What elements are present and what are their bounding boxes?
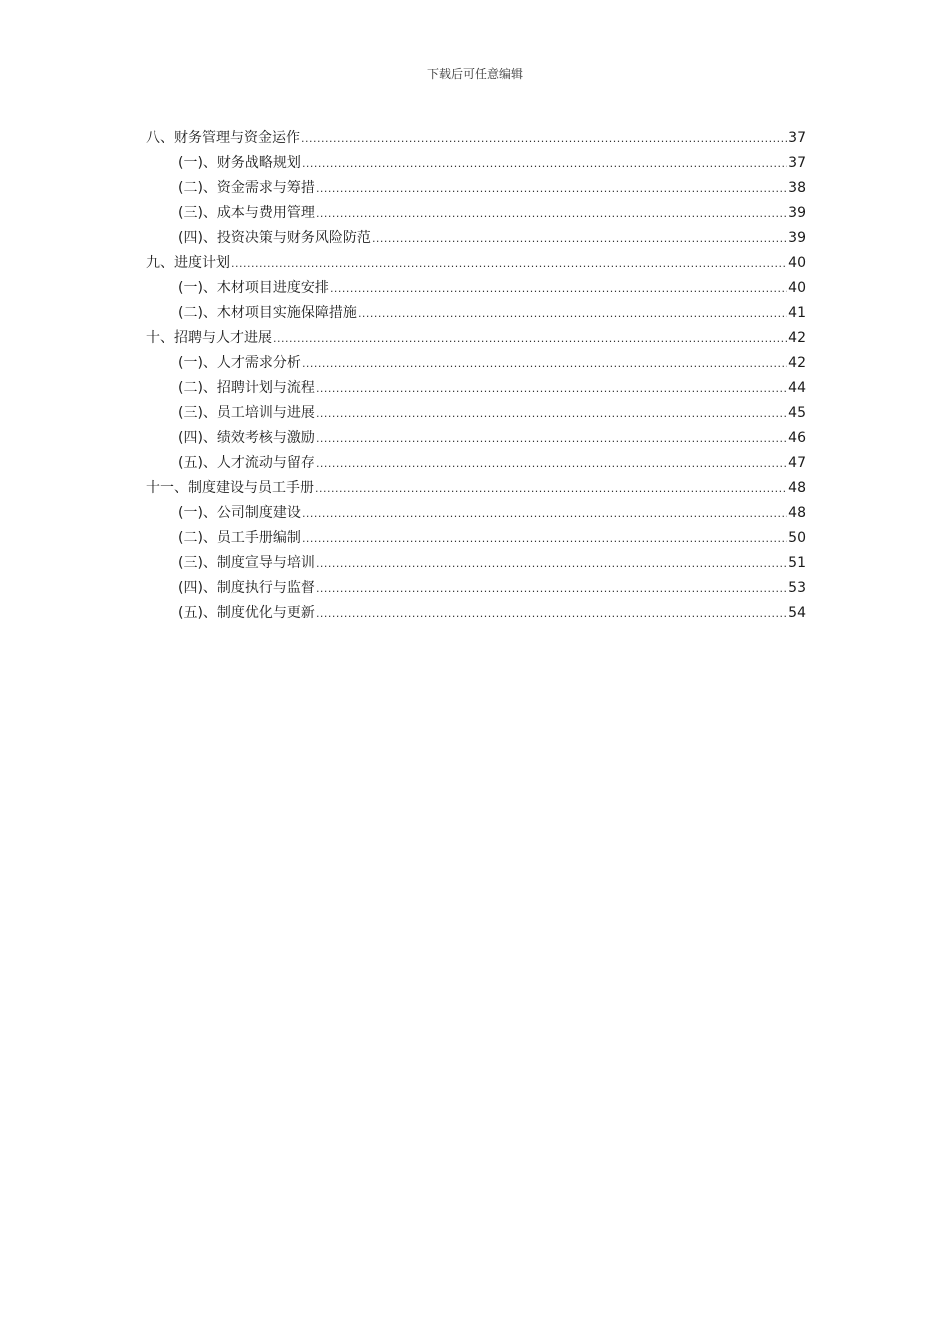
page-header-note: 下载后可任意编辑 <box>426 67 523 81</box>
toc-entry-page: 39 <box>788 205 806 221</box>
toc-entry[interactable] <box>146 352 806 377</box>
toc-dot-leader <box>330 278 787 300</box>
toc-entry[interactable] <box>146 127 806 152</box>
toc-entry-page: 48 <box>788 480 806 496</box>
toc-entry-page: 50 <box>788 530 806 546</box>
toc-entry-page: 44 <box>788 380 806 396</box>
toc-entry[interactable] <box>146 527 806 552</box>
toc-entry-page: 45 <box>788 405 806 421</box>
toc-dot-leader <box>372 228 787 250</box>
toc-entry[interactable] <box>146 452 806 477</box>
toc-entry-label: (一)、财务战略规划 <box>178 155 301 171</box>
toc-entry[interactable] <box>146 427 806 452</box>
toc-dot-leader <box>302 153 787 175</box>
toc-entry-label: (一)、木材项目进度安排 <box>178 280 329 296</box>
toc-dot-leader <box>302 528 787 550</box>
toc-entry-label: (二)、资金需求与筹措 <box>178 180 315 196</box>
toc-entry-page: 39 <box>788 230 806 246</box>
toc-entry-page: 41 <box>788 305 806 321</box>
toc-dot-leader <box>315 478 787 500</box>
toc-entry[interactable] <box>146 502 806 527</box>
toc-entry-label: (一)、公司制度建设 <box>178 505 301 521</box>
toc-entry-page: 38 <box>788 180 806 196</box>
toc-entry[interactable] <box>146 252 806 277</box>
toc-entry-label: (四)、绩效考核与激励 <box>178 430 315 446</box>
toc-entry-page: 40 <box>788 280 806 296</box>
toc-entry-page: 37 <box>788 130 806 146</box>
toc-entry-page: 54 <box>788 605 806 621</box>
toc-entry-page: 47 <box>788 455 806 471</box>
toc-entry-label: (三)、成本与费用管理 <box>178 205 315 221</box>
toc-dot-leader <box>316 553 787 575</box>
toc-entry-label: (三)、制度宣导与培训 <box>178 555 315 571</box>
toc-entry-label: 十一、制度建设与员工手册 <box>146 480 314 496</box>
toc-entry-label: (四)、投资决策与财务风险防范 <box>178 230 371 246</box>
toc-entry[interactable] <box>146 152 806 177</box>
toc-dot-leader <box>316 378 787 400</box>
toc-entry[interactable] <box>146 477 806 502</box>
toc-dot-leader <box>316 428 787 450</box>
toc-entry-page: 51 <box>788 555 806 571</box>
toc-dot-leader <box>273 328 787 350</box>
toc-entry-page: 53 <box>788 580 806 596</box>
toc-entry[interactable] <box>146 302 806 327</box>
toc-entry-page: 42 <box>788 355 806 371</box>
toc-entry[interactable] <box>146 227 806 252</box>
toc-dot-leader <box>316 178 787 200</box>
toc-entry-label: 十、招聘与人才进展 <box>146 330 272 346</box>
toc-dot-leader <box>316 603 787 625</box>
toc-dot-leader <box>358 303 787 325</box>
toc-entry[interactable] <box>146 177 806 202</box>
toc-entry-label: 八、财务管理与资金运作 <box>146 130 300 146</box>
toc-dot-leader <box>301 128 787 150</box>
toc-entry-label: (五)、制度优化与更新 <box>178 605 315 621</box>
toc-entry-label: (五)、人才流动与留存 <box>178 455 315 471</box>
toc-entry[interactable] <box>146 402 806 427</box>
toc-entry[interactable] <box>146 327 806 352</box>
table-of-contents <box>146 127 806 627</box>
toc-dot-leader <box>316 453 787 475</box>
toc-entry-label: (二)、招聘计划与流程 <box>178 380 315 396</box>
toc-entry-label: (二)、员工手册编制 <box>178 530 301 546</box>
toc-dot-leader <box>316 203 787 225</box>
toc-dot-leader <box>231 253 787 275</box>
toc-entry-page: 37 <box>788 155 806 171</box>
toc-entry-page: 46 <box>788 430 806 446</box>
toc-entry-label: (四)、制度执行与监督 <box>178 580 315 596</box>
toc-entry-page: 48 <box>788 505 806 521</box>
toc-entry-label: (三)、员工培训与进展 <box>178 405 315 421</box>
toc-entry[interactable] <box>146 277 806 302</box>
toc-dot-leader <box>302 503 787 525</box>
toc-entry[interactable] <box>146 602 806 627</box>
toc-entry[interactable] <box>146 202 806 227</box>
toc-entry-page: 40 <box>788 255 806 271</box>
toc-dot-leader <box>302 353 787 375</box>
toc-entry-label: 九、进度计划 <box>146 255 230 271</box>
toc-dot-leader <box>316 578 787 600</box>
toc-dot-leader <box>316 403 787 425</box>
toc-entry-page: 42 <box>788 330 806 346</box>
toc-entry-label: (一)、人才需求分析 <box>178 355 301 371</box>
toc-entry[interactable] <box>146 577 806 602</box>
toc-entry-label: (二)、木材项目实施保障措施 <box>178 305 357 321</box>
toc-entry[interactable] <box>146 377 806 402</box>
toc-entry[interactable] <box>146 552 806 577</box>
